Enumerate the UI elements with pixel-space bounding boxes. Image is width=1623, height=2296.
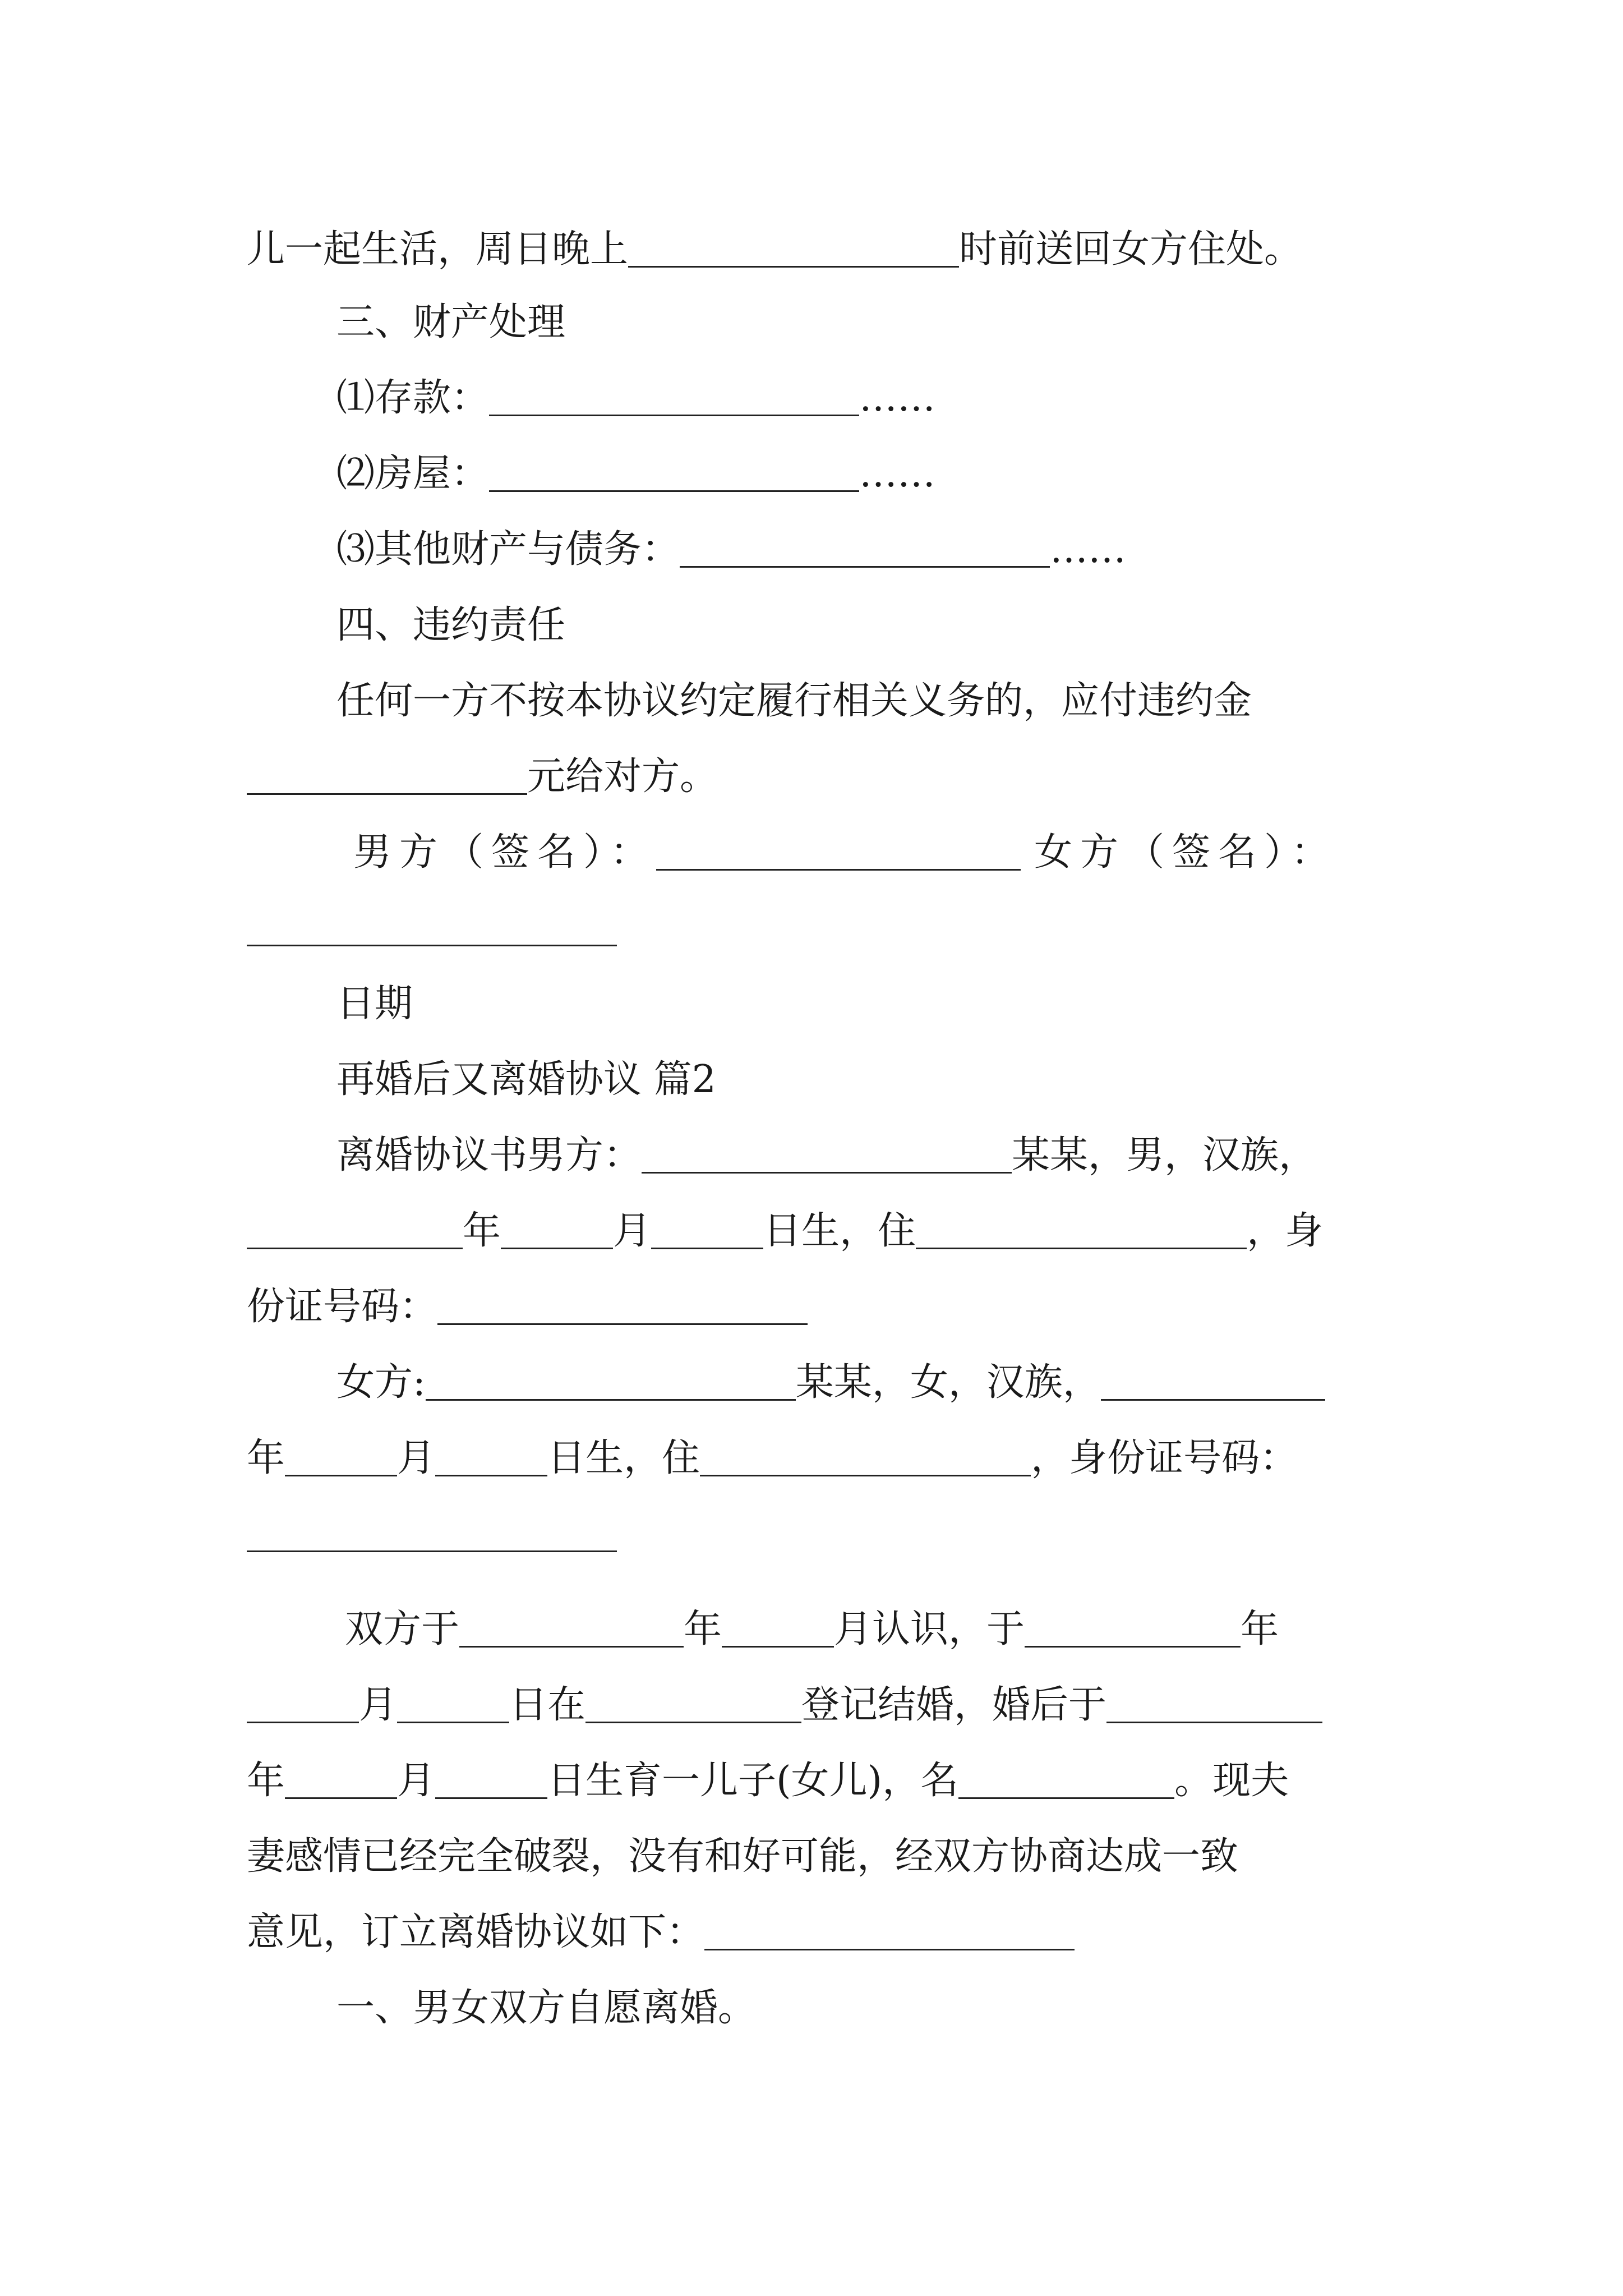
blank-field (435, 1764, 547, 1799)
text: 男方（签名）： (353, 830, 657, 875)
text: 日生，住 (547, 1436, 700, 1480)
blank-field (700, 1441, 1031, 1476)
text: 年 (463, 1209, 501, 1253)
text: 份证号码： (247, 1285, 438, 1329)
blank-field (916, 1214, 1247, 1249)
text: …… (1050, 527, 1127, 572)
blank-field (958, 1764, 1174, 1799)
blank-field (247, 1214, 463, 1249)
blank-field (501, 1214, 613, 1249)
blank-field (1101, 1365, 1325, 1401)
text: 女方（签名）： (1034, 830, 1338, 875)
text-line (345, 1593, 1391, 1666)
blank-field (426, 1365, 796, 1401)
text: 四、违约责任 (336, 603, 566, 647)
text: 年 (684, 1607, 722, 1651)
text: 三、财产处理 (336, 300, 566, 344)
text: …… (859, 452, 936, 496)
text: 离婚协议书男方： (336, 1133, 642, 1177)
blank-field (247, 1688, 359, 1723)
text-line (247, 1498, 1391, 1571)
text-line (247, 1422, 1391, 1495)
text: 月 (397, 1759, 436, 1803)
date-label (336, 968, 1391, 1041)
text: 双方于 (345, 1607, 460, 1651)
text: 年 (1241, 1607, 1279, 1651)
text: ⑵房屋： (336, 452, 490, 496)
blank-field (1106, 1688, 1322, 1723)
text-line (336, 1119, 1391, 1192)
text: 元给对方。 (527, 754, 718, 799)
text-line (247, 213, 1391, 286)
text-line (247, 892, 1391, 965)
blank-field (680, 532, 1050, 568)
text-line (336, 665, 1391, 738)
text: 女方: (336, 1360, 426, 1405)
text: 日在 (509, 1683, 586, 1727)
section-title (336, 1043, 1391, 1116)
blank-field (397, 1688, 509, 1723)
text: 月 (397, 1436, 436, 1480)
signature-line (353, 816, 1391, 889)
section-heading (336, 589, 1391, 662)
blank-field (489, 457, 859, 492)
text: ，身 (1247, 1209, 1324, 1253)
blank-field (628, 232, 959, 268)
blank-field (651, 1214, 763, 1249)
text: 任何一方不按本协议约定履行相关义务的，应付违约金 (336, 679, 1252, 723)
text: ⑶其他财产与债务： (336, 527, 680, 572)
text: 时前送回女方住处。 (959, 227, 1303, 272)
text: 某某，男，汉族， (1012, 1133, 1317, 1177)
text-line (247, 1820, 1391, 1893)
text: 登记结婚，婚后于 (801, 1683, 1107, 1727)
blank-field (642, 1138, 1012, 1174)
blank-field (435, 1441, 547, 1476)
text: 月 (613, 1209, 652, 1253)
text: 年 (247, 1436, 285, 1480)
text-line (336, 438, 1391, 510)
text: 。现夫 (1174, 1759, 1289, 1803)
blank-field (722, 1612, 834, 1648)
text-line (336, 1346, 1391, 1419)
section-heading (336, 286, 1391, 359)
blank-field (704, 1915, 1075, 1950)
text-line (247, 1195, 1391, 1268)
blank-field (285, 1764, 397, 1799)
text: 儿一起生活，周日晚上 (247, 227, 629, 272)
text: …… (859, 376, 936, 420)
text-line (247, 740, 1391, 813)
text-line (336, 513, 1391, 586)
blank-field (247, 760, 527, 795)
text: 日生，住 (763, 1209, 916, 1253)
text: 意见，订立离婚协议如下： (247, 1910, 705, 1954)
blank-field (459, 1612, 684, 1648)
text: 某某，女，汉族， (795, 1360, 1101, 1405)
text: 一、男女双方自愿离婚。 (336, 1986, 757, 2030)
blank-field (437, 1290, 808, 1325)
text-line (336, 362, 1391, 435)
text: 月 (359, 1683, 398, 1727)
text: 日期 (336, 982, 413, 1026)
text-line (247, 1669, 1391, 1742)
text: 妻感情已经完全破裂，没有和好可能，经双方协商达成一致 (247, 1834, 1239, 1879)
blank-field (247, 911, 617, 946)
blank-field (1025, 1612, 1241, 1648)
text: 月认识，于 (834, 1607, 1025, 1651)
blank-field (585, 1688, 801, 1723)
text-line (247, 1896, 1391, 1969)
text: 年 (247, 1759, 285, 1803)
text: 再婚后又离婚协议 篇2 (336, 1057, 716, 1102)
text-line (247, 1271, 1391, 1343)
text-line (247, 1745, 1391, 1818)
text-line (336, 1972, 1391, 2045)
text: ，身份证号码： (1031, 1436, 1298, 1480)
text: 日生育一儿子(女儿)，名 (547, 1759, 959, 1803)
blank-field (656, 835, 1021, 871)
blank-field (247, 1517, 617, 1552)
text: ⑴存款： (336, 376, 490, 420)
blank-field (489, 381, 859, 416)
blank-field (285, 1441, 397, 1476)
